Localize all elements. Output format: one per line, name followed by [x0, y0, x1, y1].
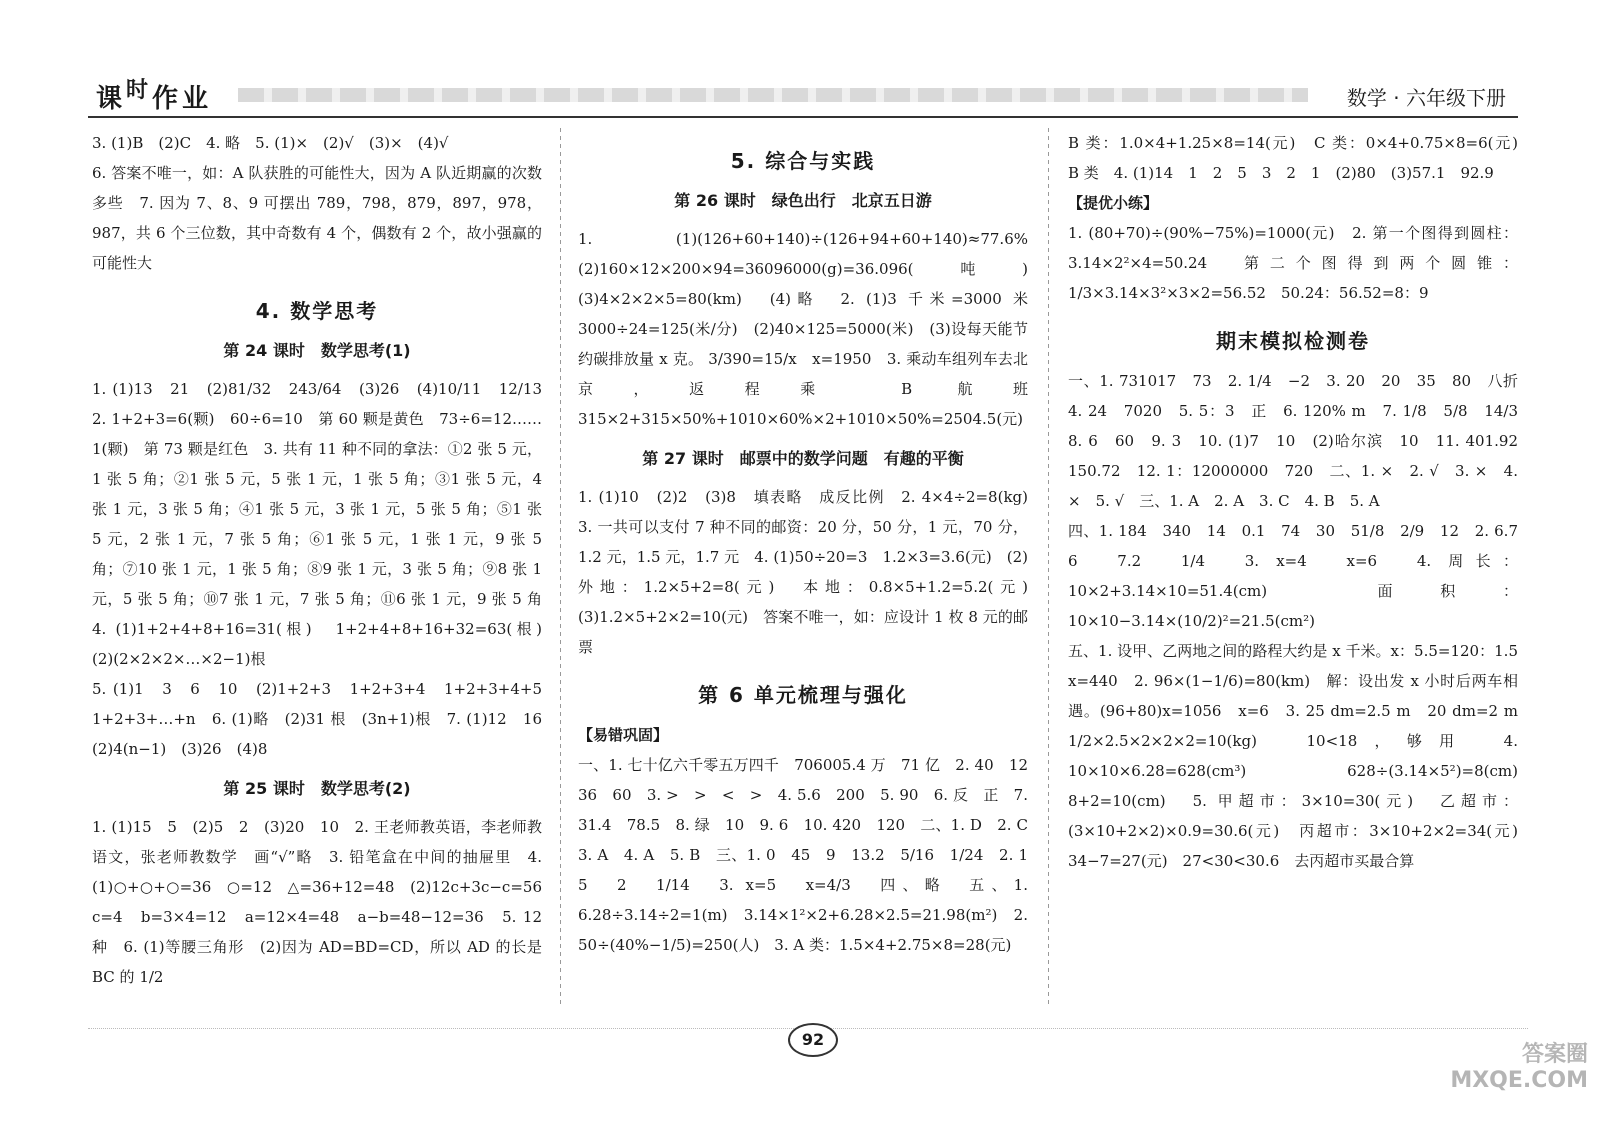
answer-paragraph: 3. (1)B (2)C 4. 略 5. (1)× (2)√ (3)× (4)√ [92, 134, 449, 152]
subsection-tag: 【易错巩固】 [578, 726, 669, 744]
lesson-heading: 第 24 课时 数学思考(1) [223, 341, 411, 360]
answer-paragraph: 一、1. 731017 73 2. 1/4 −2 3. 20 20 35 80 八折 4. 24 7020 5. 5：3 正 6. 120% m 7. 1/8 5/8 14/3 8. 6 60 9. 3 10. (1)7 10 (2)哈尔滨 10 11. 401.92 150.72 12. 1：12000000 720 二、1. × 2. √ 3. × 4. × 5. √ 三、1. A 2. A 3. C 4. B 5. A [1068, 372, 1534, 510]
column-left [92, 128, 558, 992]
header-stripe [238, 88, 1308, 102]
answer-paragraph: 1. (1)13 21 (2)81/32 243/64 (3)26 (4)10/11 12/13 2. 1+2+3=6(颗) 60÷6=10 第 60 颗是黄色 73÷6=12……1(颗) 第 73 颗是红色 3. 共有 11 种不同的拿法：①2 张 5 元，1 张 5 角；②1 张 5 元，5 张 1 元，1 张 5 角；③1 张 5 元，4 张 1 元，3 张 5 角；④1 张 5 元，3 张 1 元，5 张 5 角；⑤1 张 5 元，2 张 1 元，7 张 5 角；⑥1 张 5 元，1 张 1 元，9 张 5 角；⑦10 张 1 元，1 张 5 角；⑧9 张 1 元，3 张 5 角；⑨8 张 1 元，5 张 5 角；⑩7 张 1 元，7 张 5 角；⑪6 张 1 元，9 张 5 角 4. (1)1+2+4+8+16=31(根) 1+2+4+8+16+32=63(根) (2)(2×2×2×…×2−1)根 [92, 380, 558, 668]
lesson-heading: 第 26 课时 绿色出行 北京五日游 [674, 191, 932, 210]
answer-paragraph: 1. (80+70)÷(90%−75%)=1000(元) 2. 第一个图得到圆柱：3.14×2²×4=50.24 第二个图得到两个圆锥：1/3×3.14×3²×3×2=56.52 50.24：56.52=8：9 [1068, 224, 1518, 302]
watermark-logo [1450, 1042, 1588, 1094]
section-heading: 期末模拟检测卷 [1216, 329, 1370, 353]
answer-paragraph: 五、1. 设甲、乙两地之间的路程大约是 x 千米。x：5.5=120：1.5 x=440 2. 96×(1−1/6)=80(km) 解：设出发 x 小时后两车相遇。(96+80)x=1056 x=6 3. 25 dm=2.5 m 20 dm=2 m 1/2×2.5×2×2×2=10(kg) 10<18，够用 4. 10×10×6.28=628(cm³) 628÷(3.14×5²)=8(cm) 8+2=10(cm) 5. 甲超市：3×10=30(元) 乙超市：(3×10+2×2)×0.9=30.6(元) 丙超市：3×10+2×2=34(元) 34−7=27(元) 27<30<30.6 去丙超市买最合算 [1068, 642, 1534, 870]
header-rule [88, 116, 1518, 118]
column-right [1068, 128, 1534, 876]
lesson-heading: 第 25 课时 数学思考(2) [223, 779, 411, 798]
logo-char-3: 作业 [152, 84, 213, 114]
answer-paragraph: 1. (1)(126+60+140)÷(126+94+60+140)≈77.6% (2)160×12×200×94=36096000(g)=36.096(吨) (3)4×2×2×5=80(km) (4)略 2. (1)3 千米=3000 米 3000÷24=125(米/分) (2)40×125=5000(米) (3)设每天能节约碳排放量 x 克。 3/390=15/x x=1950 3. 乘动车组列车去北京，返程乘 B 航班 315×2+315×50%+1010×60%×2+1010×50%=2504.5(元) [578, 230, 1044, 428]
column-middle [578, 128, 1044, 960]
section-heading: 4. 数学思考 [255, 299, 379, 323]
answer-paragraph: B 类：1.0×4+1.25×8=14(元) C 类：0×4+0.75×8=6(元) B 类 4. (1)14 1 2 5 3 2 1 (2)80 (3)57.1 92.9 [1068, 134, 1534, 182]
subsection-tag: 【提优小练】 [1068, 194, 1159, 212]
answer-paragraph: 1. (1)15 5 (2)5 2 (3)20 10 2. 王老师教英语，李老师教语文，张老师教数学 画“√”略 3. 铅笔盒在中间的抽屉里 4. (1)○+○+○=36 ○=12 △=36+12=48 (2)12c+3c−c=56 c=4 b=3×4=12 a=12×4=48 a−b=48−12=36 5. 12 种 6. (1)等腰三角形 (2)因为 AD=BD=CD，所以 AD 的长是 BC 的 1/2 [92, 818, 558, 986]
page-header [88, 70, 1528, 126]
lesson-heading: 第 27 课时 邮票中的数学问题 有趣的平衡 [642, 449, 964, 468]
section-heading: 5. 综合与实践 [730, 149, 876, 173]
logo-char-2: 时 [126, 77, 153, 103]
logo-char-1: 课 [96, 84, 127, 114]
watermark-text: 答案圈 [1521, 1042, 1588, 1067]
watermark-url: MXQE.COM [1450, 1068, 1588, 1093]
answer-paragraph: 1. (1)10 (2)2 (3)8 填表略 成反比例 2. 4×4÷2=8(kg) 3. 一共可以支付 7 种不同的邮资：20 分，50 分，1 元，70 分，1.2 元，1.5 元，1.7 元 4. (1)50÷20=3 1.2×3=3.6(元) (2)外地：1.2×5+2=8(元) 本地：0.8×5+1.2=5.2(元) (3)1.2×5+2×2=10(元) 答案不唯一，如：应设计 1 枚 8 元的邮票 [578, 488, 1044, 656]
answer-paragraph: 一、1. 七十亿六千零五万四千 706005.4 万 71 亿 2. 40 12 36 60 3. > > < > 4. 5.6 200 5. 90 6. 反 正 7. 31.4 78.5 8. 绿 10 9. 6 10. 420 120 二、1. D 2. C 3. A 4. A 5. B 三、1. 0 45 9 13.2 5/16 1/24 2. 1 5 2 1/14 3. x=5 x=4/3 四、略 五、1. 6.28÷3.14÷2=1(m) 3.14×1²×2+6.28×2.5=21.98(m²) 2. 50÷(40%−1/5)=250(人) 3. A 类：1.5×4+2.75×8=28(元) [578, 756, 1044, 954]
section-heading: 第 6 单元梳理与强化 [698, 683, 908, 707]
column-divider [560, 128, 561, 1008]
page-number: 92 [788, 1023, 838, 1057]
answer-paragraph: 四、1. 184 340 14 0.1 74 30 51/8 2/9 12 2. 6.7 6 7.2 1/4 3. x=4 x=6 4. 周长：10×2+3.14×10=51.4(cm) 面积：10×10−3.14×(10/2)²=21.5(cm²) [1068, 522, 1534, 630]
column-divider [1048, 128, 1049, 1008]
subject-label: 数学 · 六年级下册 [1346, 86, 1506, 110]
answer-paragraph: 6. 答案不唯一，如：A 队获胜的可能性大，因为 A 队近期赢的次数多些 7. 因为 7、8、9 可摆出 789，798，879，897，978，987，共 6 个三位数，其中奇数有 4 个，偶数有 2 个，故小强赢的可能性大 [92, 164, 542, 272]
series-logo [96, 78, 212, 115]
answer-paragraph: 5. (1)1 3 6 10 (2)1+2+3 1+2+3+4 1+2+3+4+5 1+2+3+…+n 6. (1)略 (2)31 根 (3n+1)根 7. (1)12 16 (2)4(n−1) (3)26 (4)8 [92, 680, 558, 758]
page-footer [88, 1028, 1528, 1059]
